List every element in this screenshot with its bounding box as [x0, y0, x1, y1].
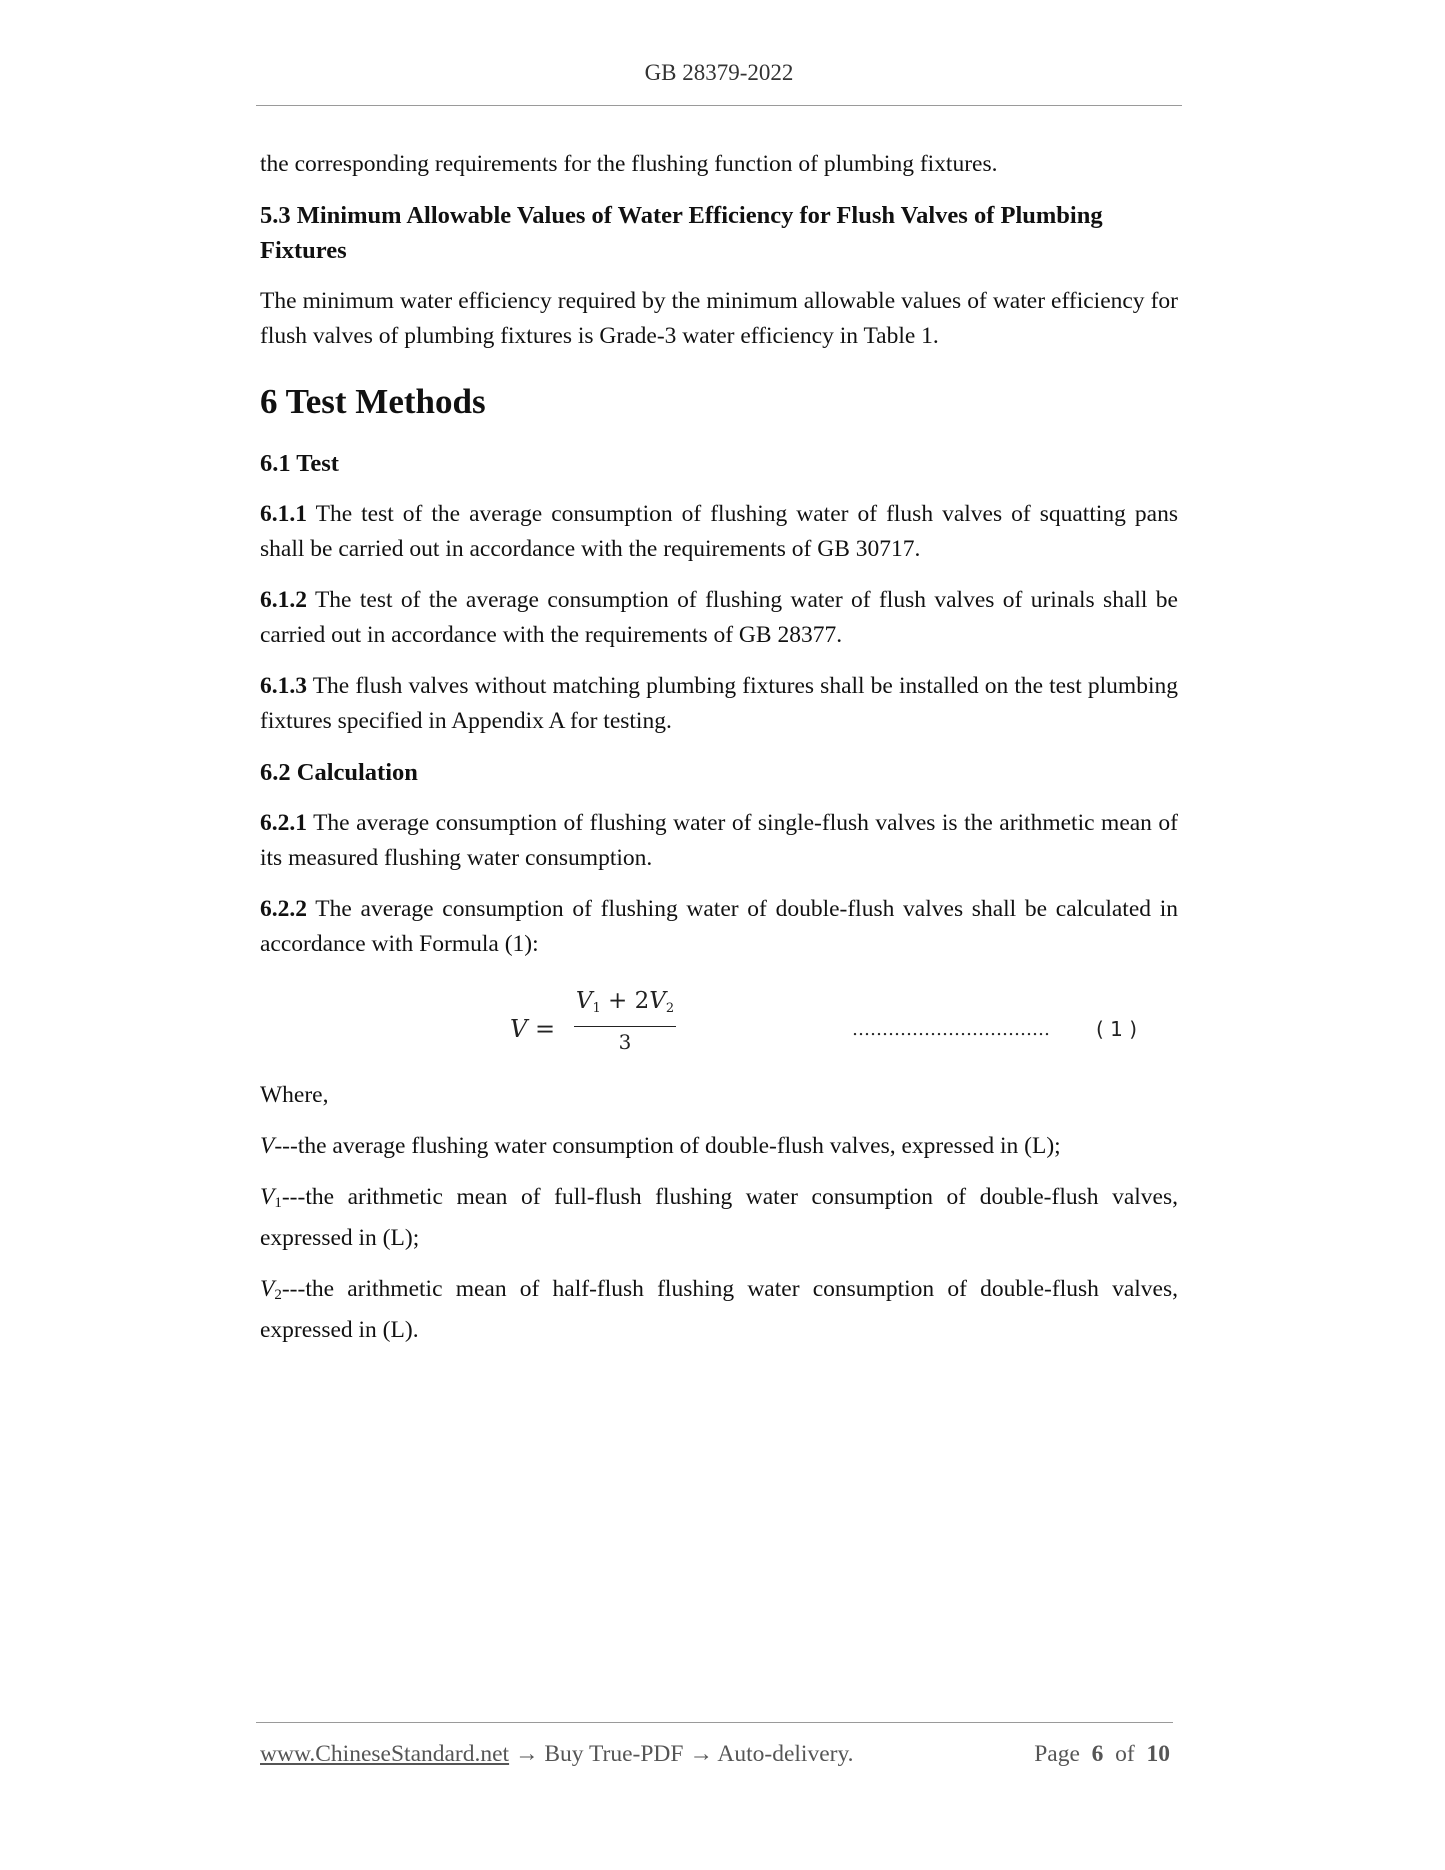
definition-v: [260, 1129, 1178, 1164]
footer-tagline: → Buy True-PDF → Auto-delivery.: [509, 1741, 854, 1767]
clause-6-2-2: [260, 892, 1178, 962]
section-6-heading: 6 Test Methods: [260, 382, 486, 421]
symbol-v2: V: [260, 1276, 275, 1302]
section-6-2-heading: 6.2 Calculation: [260, 759, 418, 786]
total-pages: 10: [1146, 1741, 1170, 1767]
formula-numerator: V1 + 2V2: [575, 988, 675, 1016]
clause-6-1-2: [260, 583, 1178, 653]
definition-v2: [260, 1272, 1178, 1348]
clause-text: The average consumption of flushing water of single-flush valves is the arithmetic mean of its measured flushing water consumption.: [260, 810, 1178, 871]
formula-fraction: [574, 986, 676, 1055]
clause-6-2-1: [260, 806, 1178, 876]
subscript: 2: [274, 1287, 282, 1303]
where-label: Where,: [260, 1082, 329, 1108]
footer-promo: [260, 1739, 854, 1769]
page-header: GB 28379-2022: [644, 60, 794, 85]
symbol-v1: V: [260, 1184, 275, 1210]
clause-text: The test of the average consumption of flushing water of flush valves of squatting pans shall be carried out in accordance with the requirements of GB 30717.: [260, 501, 1178, 562]
section-5-3-text: The minimum water efficiency required by the minimum allowable values of water efficiency for flush valves of plumbing fixtures is Grade-3 water efficiency in Table 1.: [260, 288, 1178, 349]
clause-6-1-3: [260, 669, 1178, 739]
definition-text: ---the arithmetic mean of full-flush flushing water consumption of double-flush valves, expressed in (L);: [260, 1184, 1178, 1251]
formula-leader-dots: ……………………………: [852, 1019, 1050, 1040]
continued-paragraph: the corresponding requirements for the flushing function of plumbing fixtures.: [260, 151, 998, 177]
page-number: Page 6 of 10: [1034, 1741, 1170, 1767]
clause-number: 6.1.1: [260, 501, 307, 527]
section-6-1-heading: 6.1 Test: [260, 450, 339, 477]
fraction-bar: [574, 1026, 676, 1027]
formula-lhs: V =: [510, 1015, 556, 1043]
symbol-v: V: [260, 1133, 275, 1159]
site-link[interactable]: www.ChineseStandard.net: [260, 1741, 510, 1767]
current-page: 6: [1091, 1741, 1104, 1767]
document-body: [260, 147, 1178, 1348]
clause-number: 6.2.1: [260, 810, 307, 836]
definition-text: ---the arithmetic mean of half-flush flushing water consumption of double-flush valves, expressed in (L).: [260, 1276, 1178, 1343]
clause-6-1-1: [260, 497, 1178, 567]
formula-1: [260, 982, 1178, 1062]
header-rule: [256, 105, 1182, 106]
clause-number: 6.2.2: [260, 896, 307, 922]
clause-text: The flush valves without matching plumbing fixtures shall be installed on the test plumbing fixtures specified in Appendix A for testing.: [260, 673, 1178, 734]
definition-text: ---the average flushing water consumption of double-flush valves, expressed in (L);: [274, 1133, 1061, 1159]
formula-denominator: 3: [618, 1030, 632, 1054]
subscript: 1: [274, 1195, 282, 1211]
clause-text: The test of the average consumption of flushing water of flush valves of urinals shall be carried out in accordance with the requirements of GB 28377.: [260, 587, 1178, 648]
clause-number: 6.1.3: [260, 673, 307, 699]
footer-rule: [256, 1722, 1173, 1723]
section-5-3-heading: 5.3 Minimum Allowable Values of Water Efficiency for Flush Valves of Plumbing Fixtures: [260, 202, 1103, 264]
definition-v1: [260, 1180, 1178, 1256]
formula-number: ( 1 ): [1096, 1017, 1138, 1041]
clause-number: 6.1.2: [260, 587, 307, 613]
clause-text: The average consumption of flushing water of double-flush valves shall be calculated in accordance with Formula (1):: [260, 896, 1178, 957]
